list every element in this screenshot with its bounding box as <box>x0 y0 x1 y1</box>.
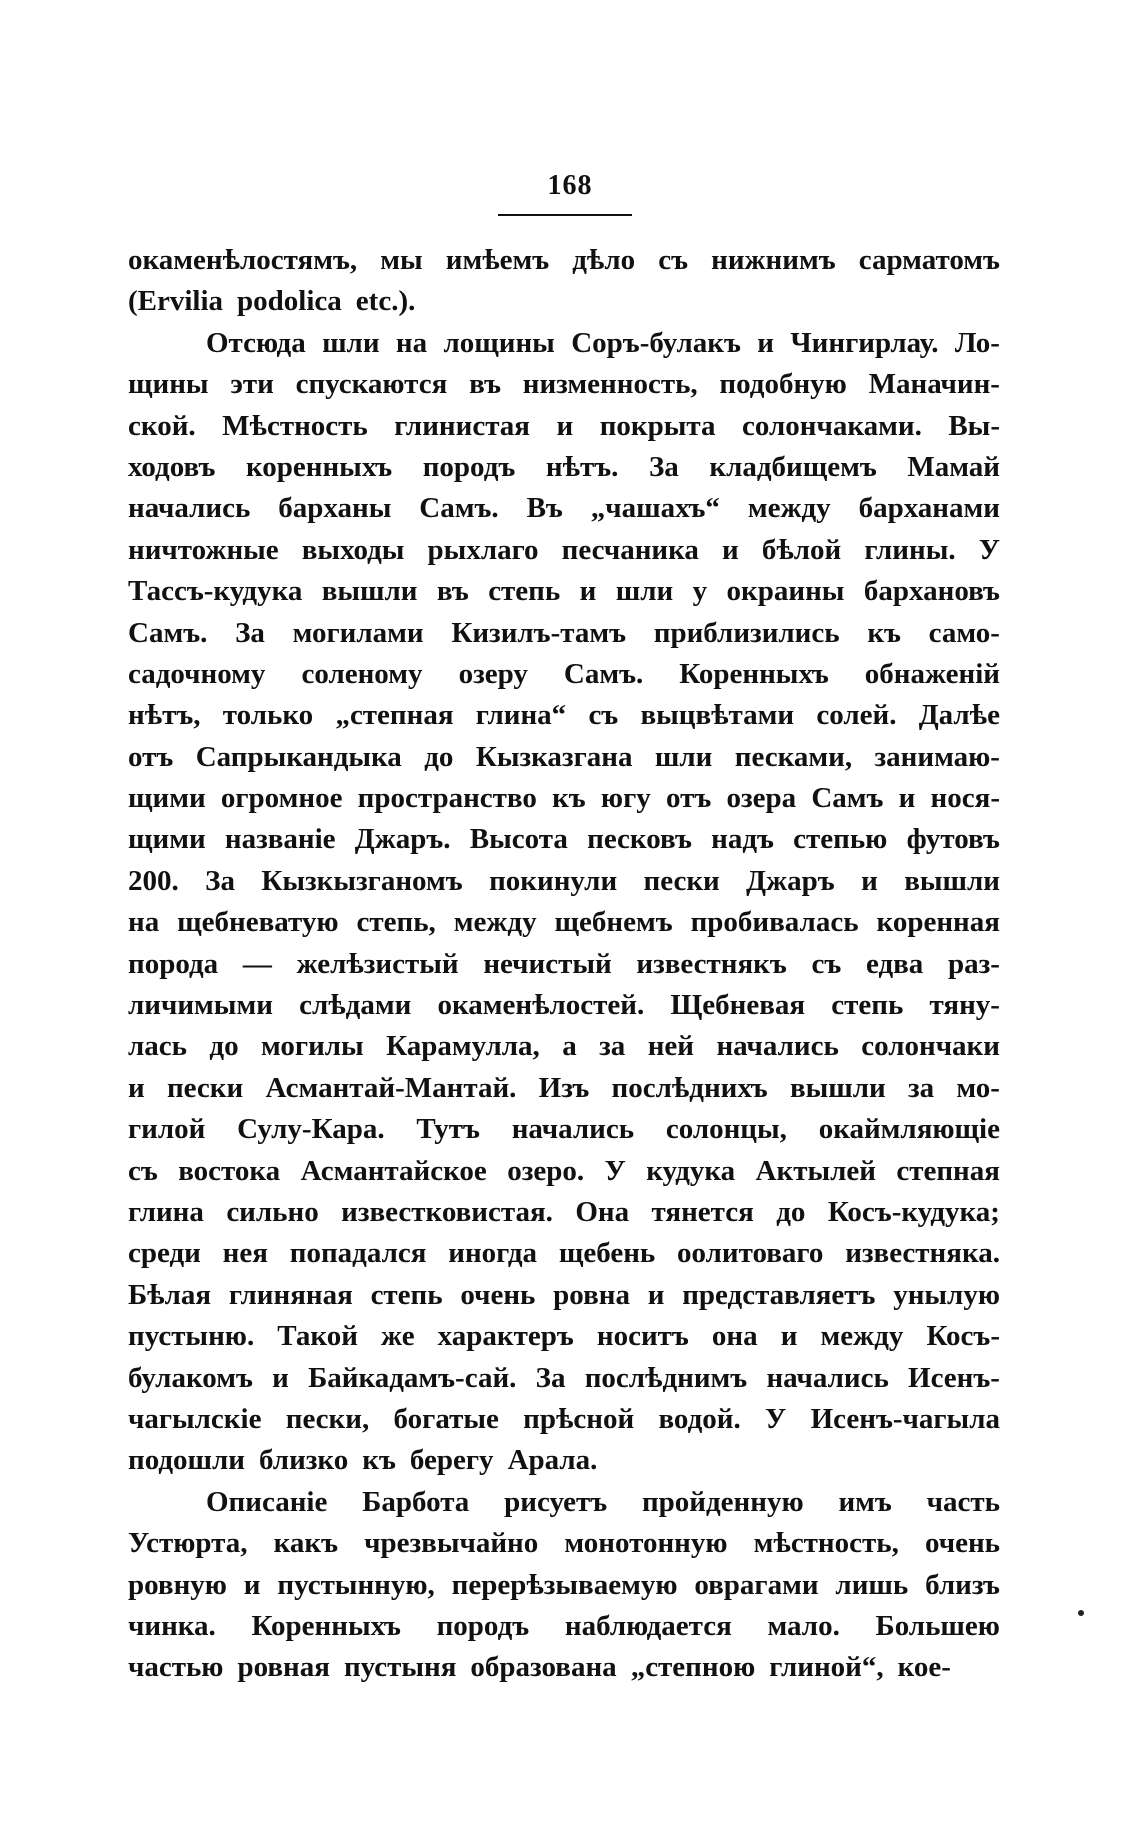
word: солончаки <box>861 1030 1000 1063</box>
word: podolica <box>237 285 342 318</box>
word: берегу <box>409 1444 494 1477</box>
word: пески, <box>285 1402 370 1435</box>
word: близко <box>259 1444 349 1477</box>
word: вышли <box>321 575 418 608</box>
word: окаймляющіе <box>818 1113 1000 1146</box>
text-line <box>128 613 1000 654</box>
word: и <box>128 1071 145 1104</box>
word: и <box>243 1568 261 1601</box>
word: нѣтъ. <box>545 450 619 483</box>
text-line <box>128 695 1000 736</box>
text-line <box>128 364 1000 405</box>
word: и <box>780 1320 798 1353</box>
word: солей. <box>816 699 897 732</box>
word: Джаръ <box>746 864 835 897</box>
word: отъ <box>665 782 712 815</box>
word: щины <box>128 368 209 401</box>
word: унылую <box>893 1278 1000 1311</box>
word: Асмантай-Мантай. <box>265 1071 517 1104</box>
word: послѣднихъ <box>611 1071 768 1104</box>
word: пустыню. <box>128 1320 255 1353</box>
word: прѣсной <box>523 1402 635 1435</box>
word: Кизилъ-тамъ <box>451 616 627 649</box>
word: частью <box>128 1651 224 1684</box>
word: начались <box>766 1361 889 1394</box>
word: щебневатую <box>177 906 339 939</box>
word: чинка. <box>128 1609 216 1642</box>
word: Коренныхъ <box>679 657 829 690</box>
word: мало. <box>767 1609 840 1642</box>
word: озеро. <box>507 1154 585 1187</box>
word: Мѣстность <box>222 409 368 442</box>
word: За <box>535 1361 566 1394</box>
word: Коренныхъ <box>251 1609 401 1642</box>
word: озера <box>726 782 797 815</box>
word: обнаженій <box>864 657 1000 690</box>
word: У <box>604 1154 626 1187</box>
word: сарматомъ <box>858 244 1000 276</box>
word: покрыта <box>599 409 716 442</box>
word: Самъ. <box>419 492 499 525</box>
word: наблюдается <box>564 1609 732 1642</box>
word: ничтожные <box>128 533 279 566</box>
word: За <box>235 616 265 649</box>
word: гилой <box>128 1113 206 1146</box>
word: коренная <box>876 906 1000 939</box>
word: 200. <box>128 864 179 897</box>
text-line <box>128 1606 1000 1647</box>
word: Актылей <box>755 1154 876 1187</box>
word: глиной“, <box>769 1651 884 1684</box>
word: попадался <box>289 1237 427 1270</box>
word: и <box>579 575 597 608</box>
word: озеру <box>458 657 528 690</box>
word: Чингирлау. <box>790 326 939 359</box>
text-line <box>128 944 1000 985</box>
word: среди <box>128 1237 201 1270</box>
word: начались <box>716 1030 839 1063</box>
word: За <box>205 864 235 897</box>
word: слѣдами <box>299 989 412 1022</box>
text-line <box>128 1026 1000 1067</box>
word: востока <box>178 1154 281 1187</box>
word: футовъ <box>906 823 1000 856</box>
word: рыхлаго <box>427 533 539 566</box>
word: Соръ-булакъ <box>571 326 741 359</box>
word: кудука <box>646 1154 736 1187</box>
word: Высота <box>469 823 568 856</box>
word: имѣемъ <box>445 244 550 276</box>
word: Джаръ. <box>354 823 451 856</box>
word: начались <box>128 492 251 525</box>
word: солончаками. <box>742 409 922 442</box>
word: степь <box>488 575 561 608</box>
word: нечистый <box>483 947 612 980</box>
word: мы <box>380 244 423 276</box>
word: за <box>599 1030 626 1063</box>
word: порода <box>128 947 219 980</box>
word: личимыми <box>128 989 273 1022</box>
word: съ <box>588 699 619 732</box>
text-line <box>128 1109 1000 1150</box>
page-number: 168 <box>547 170 593 201</box>
word: пустыня <box>343 1651 457 1684</box>
word: Бѣлая <box>128 1278 212 1311</box>
word: и <box>272 1361 289 1394</box>
text-line <box>128 819 1000 860</box>
stray-ink-dot <box>1078 1610 1084 1616</box>
word: водой. <box>658 1402 741 1435</box>
word: носитъ <box>596 1320 689 1353</box>
word: глинистая <box>394 409 530 442</box>
word: чрезвычайно <box>364 1527 539 1560</box>
text-line <box>128 447 1000 488</box>
word: Самъ. <box>128 616 208 649</box>
word: очень <box>460 1278 536 1311</box>
word: у <box>692 575 708 608</box>
word: занимаю- <box>874 740 1000 773</box>
word: а <box>562 1030 577 1063</box>
word: Арала. <box>507 1444 598 1477</box>
text-line <box>128 1647 1000 1688</box>
word: Щебневая <box>670 989 806 1022</box>
word: окаменѣлостей. <box>437 989 645 1022</box>
word: пройденную <box>641 1485 804 1518</box>
text-line <box>128 902 1000 943</box>
word: подобную <box>719 368 847 401</box>
word: же <box>381 1320 415 1353</box>
text-line <box>128 1192 1000 1233</box>
word: начались <box>511 1113 635 1146</box>
word: лощины <box>443 326 555 359</box>
word: Карамулла, <box>386 1030 540 1063</box>
word: и <box>757 326 775 359</box>
word: щими <box>128 782 206 815</box>
word: пески <box>643 864 720 897</box>
word: тянется <box>651 1195 754 1228</box>
word: etc.). <box>355 285 416 318</box>
word: югу <box>600 782 651 815</box>
word: лишь <box>835 1568 909 1601</box>
word: нося- <box>930 782 1000 815</box>
word: щебнемъ <box>554 906 673 939</box>
word: могилами <box>292 616 424 649</box>
text-line <box>128 737 1000 778</box>
text-line <box>128 654 1000 695</box>
word: шли <box>615 575 674 608</box>
word: выходы <box>301 533 405 566</box>
word: монотонную <box>564 1527 728 1560</box>
word: солонцы, <box>665 1113 787 1146</box>
text-line <box>128 1440 1000 1481</box>
text-line <box>128 488 1000 529</box>
word: песковъ <box>587 823 692 856</box>
word: шли <box>654 740 713 773</box>
word: ровную <box>128 1568 227 1601</box>
word: степная <box>896 1154 1000 1187</box>
word: до <box>209 1030 239 1063</box>
word: Тассъ-кудука <box>128 575 303 608</box>
word: иногда <box>448 1237 538 1270</box>
word: щебень <box>558 1237 656 1270</box>
word: глины. <box>864 533 956 566</box>
word: выцвѣтами <box>640 699 795 732</box>
text-line <box>128 1151 1000 1192</box>
word: щими <box>128 823 206 856</box>
word: тяну- <box>929 989 1000 1022</box>
text-line <box>128 1399 1000 1440</box>
word: породъ <box>436 1609 530 1642</box>
text-line <box>128 1316 1000 1357</box>
word: „чашахъ“ <box>590 492 720 525</box>
word: глиняная <box>228 1278 353 1311</box>
word: на <box>395 326 428 359</box>
word: ходовъ <box>128 450 216 483</box>
word: вышли <box>904 864 1000 897</box>
word: нижнимъ <box>711 244 836 276</box>
word: въ <box>469 368 501 401</box>
word: Тутъ <box>416 1113 480 1146</box>
word: къ <box>552 782 586 815</box>
word: Далѣе <box>918 699 1000 732</box>
text-line <box>128 1523 1000 1564</box>
word: коренныхъ <box>245 450 393 483</box>
word: Описаніе <box>206 1485 328 1518</box>
word: въ <box>436 575 469 608</box>
word: представляетъ <box>682 1278 876 1311</box>
word: окраины <box>726 575 845 608</box>
text-line <box>128 240 1000 281</box>
word: Сапрыкандыка <box>195 740 402 773</box>
word: до <box>424 740 454 773</box>
word: сильно <box>226 1195 319 1228</box>
word: очень <box>924 1527 1000 1560</box>
word: садочному <box>128 657 266 690</box>
word: Она <box>575 1195 630 1228</box>
text-line <box>128 323 1000 364</box>
word: надъ <box>711 823 774 856</box>
text-line <box>128 1233 1000 1274</box>
word: Косъ- <box>926 1320 1000 1353</box>
word: степь, <box>356 906 436 939</box>
word: вышли <box>789 1071 886 1104</box>
word: Кызказгана <box>475 740 633 773</box>
word: желѣзистый <box>296 947 459 980</box>
word: Большею <box>875 1609 1000 1642</box>
word: чагылскіе <box>128 1402 262 1435</box>
word: ровная <box>237 1651 330 1684</box>
word: шли <box>322 326 380 359</box>
word: какъ <box>273 1527 339 1560</box>
word: Маначин- <box>868 368 1000 401</box>
word: бѣлой <box>761 533 842 566</box>
word: дѣло <box>572 244 636 276</box>
word: барханами <box>858 492 1000 525</box>
word: Байкадамъ-сай. <box>308 1361 517 1394</box>
word: оврагами <box>694 1568 819 1601</box>
word: нѣтъ, <box>128 699 201 732</box>
word: пустынную, <box>277 1568 435 1601</box>
word: пробивалась <box>690 906 859 939</box>
word: кладбищемъ <box>709 450 877 483</box>
word: Изъ <box>538 1071 590 1104</box>
word: къ <box>867 616 901 649</box>
word: Самъ <box>811 782 884 815</box>
word: имъ <box>838 1485 892 1518</box>
word: Кызкызганомъ <box>261 864 463 897</box>
word: булакомъ <box>128 1361 253 1394</box>
word: За <box>648 450 679 483</box>
word: и <box>556 409 574 442</box>
word: Ло- <box>954 326 1000 359</box>
word: ровна <box>553 1278 630 1311</box>
word: рисуетъ <box>504 1485 608 1518</box>
word: къ <box>362 1444 396 1477</box>
word: пространство <box>357 782 537 815</box>
word: Самъ. <box>563 657 644 690</box>
word: У <box>978 533 1000 566</box>
word: породъ <box>422 450 516 483</box>
word: мо- <box>956 1071 1000 1104</box>
text-line <box>128 778 1000 819</box>
word: глина“ <box>475 699 567 732</box>
word: огромное <box>220 782 343 815</box>
text-line <box>128 571 1000 612</box>
word: глина <box>128 1195 204 1228</box>
text-line <box>128 530 1000 571</box>
word: характеръ <box>437 1320 574 1353</box>
word: барханы <box>278 492 392 525</box>
word: „степная <box>335 699 454 732</box>
word: и <box>898 782 916 815</box>
word: и <box>861 864 878 897</box>
word: (Ervilia <box>128 285 224 318</box>
word: степь <box>831 989 904 1022</box>
word: ней <box>647 1030 695 1063</box>
text-line <box>128 861 1000 902</box>
word: только <box>222 699 314 732</box>
word: между <box>820 1320 904 1353</box>
header-rule <box>498 214 632 216</box>
word: Мамай <box>907 450 1000 483</box>
word: между <box>747 492 831 525</box>
word: образована <box>470 1651 617 1684</box>
word: нея <box>222 1237 268 1270</box>
word: отъ <box>128 740 174 773</box>
word: окаменѣлостямъ, <box>128 244 358 276</box>
word: богатые <box>393 1402 499 1435</box>
word: известковистая. <box>341 1195 553 1228</box>
word: она <box>711 1320 758 1353</box>
word: перерѣзываемую <box>451 1568 678 1601</box>
word: и <box>722 533 739 566</box>
text-line <box>128 985 1000 1026</box>
word: — <box>242 947 272 980</box>
word: и <box>647 1278 665 1311</box>
word: соленому <box>301 657 423 690</box>
word: Косъ-кудука; <box>827 1195 1000 1228</box>
word: само- <box>928 616 1000 649</box>
text-line <box>128 281 1000 322</box>
word: Устюрта, <box>128 1527 248 1560</box>
word: приблизились <box>653 616 840 649</box>
word: степью <box>793 823 888 856</box>
word: съ <box>811 947 842 980</box>
word: на <box>128 906 160 939</box>
text-line <box>128 1358 1000 1399</box>
word: спускаются <box>295 368 448 401</box>
word: подошли <box>128 1444 246 1477</box>
word: до <box>776 1195 806 1228</box>
word: мѣстность, <box>753 1527 899 1560</box>
word: кое- <box>897 1651 951 1684</box>
word: У <box>765 1402 787 1435</box>
word: близъ <box>925 1568 1000 1601</box>
word: песками, <box>734 740 853 773</box>
word: лась <box>128 1030 187 1063</box>
text-line <box>128 1482 1000 1523</box>
word: Асмантайское <box>300 1154 487 1187</box>
word: бархановъ <box>863 575 1000 608</box>
word: съ <box>128 1154 158 1187</box>
word: Такой <box>277 1320 358 1353</box>
word: Отсюда <box>206 326 306 359</box>
word: Сулу-Кара. <box>237 1113 385 1146</box>
word: названіе <box>224 823 336 856</box>
word: Барбота <box>362 1485 470 1518</box>
word: пески <box>166 1071 244 1104</box>
word: часть <box>926 1485 1000 1518</box>
word: Исенъ-чагыла <box>810 1402 1000 1435</box>
text-line <box>128 406 1000 447</box>
word: раз- <box>948 947 1000 980</box>
word: известнякъ <box>636 947 787 980</box>
word: ской. <box>128 409 196 442</box>
word: низменность, <box>522 368 698 401</box>
word: между <box>453 906 537 939</box>
word: могилы <box>261 1030 364 1063</box>
word: Вы- <box>948 409 1000 442</box>
word: Въ <box>526 492 563 525</box>
word: степь <box>370 1278 443 1311</box>
word: съ <box>658 244 688 276</box>
word: известняка. <box>845 1237 1000 1270</box>
text-line <box>128 1275 1000 1316</box>
text-line <box>128 1068 1000 1109</box>
word: песчаника <box>561 533 699 566</box>
body-text <box>128 240 1000 1689</box>
word: „степною <box>630 1651 756 1684</box>
word: покинули <box>489 864 618 897</box>
word: оолитоваго <box>677 1237 824 1270</box>
word: послѣднимъ <box>584 1361 748 1394</box>
word: Исенъ- <box>908 1361 1000 1394</box>
word: за <box>907 1071 935 1104</box>
word: эти <box>230 368 274 401</box>
word: едва <box>865 947 924 980</box>
text-line <box>128 1565 1000 1606</box>
